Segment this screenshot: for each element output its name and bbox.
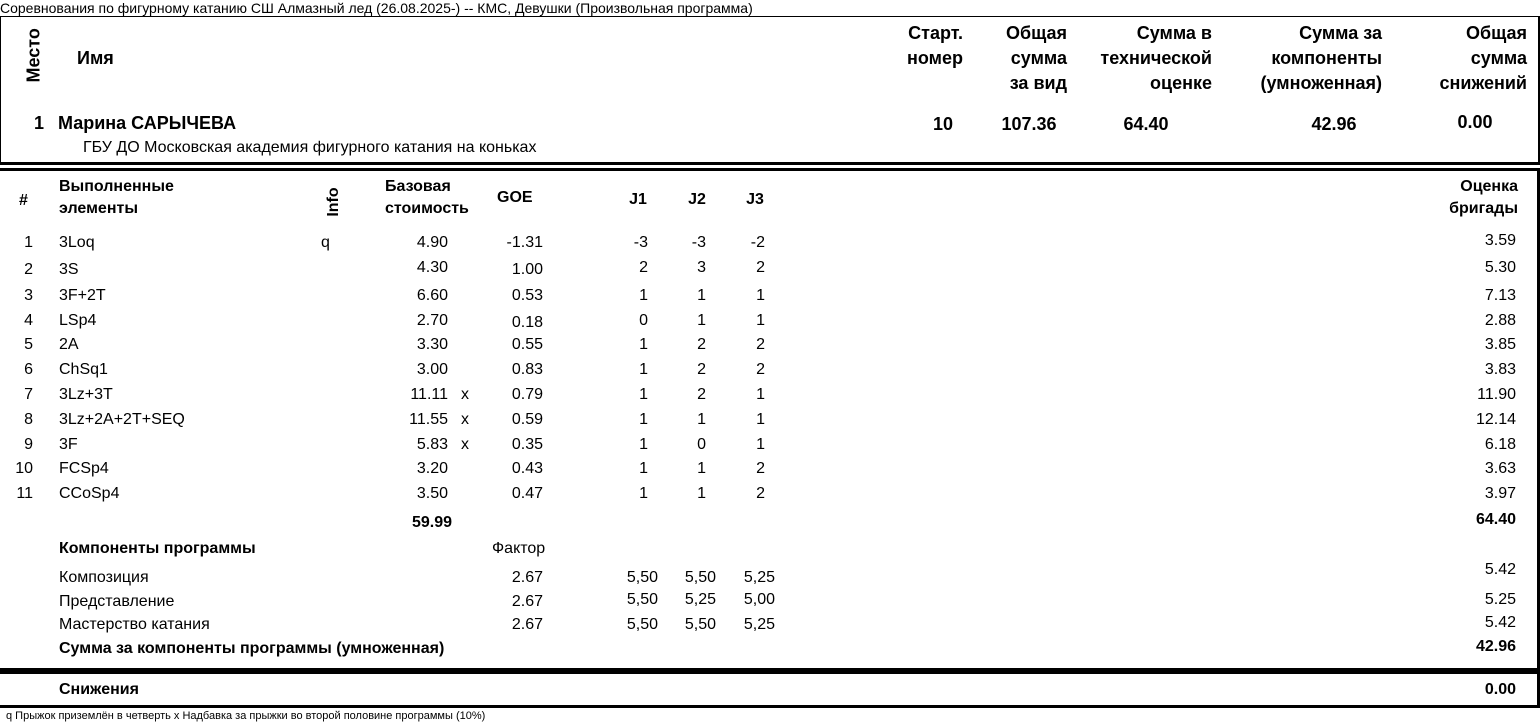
element-j3: 2: [756, 485, 765, 502]
element-index: 3: [24, 287, 33, 304]
element-row: [0, 287, 1540, 307]
element-index: 11: [16, 485, 33, 502]
element-j1: 1: [639, 361, 648, 378]
element-score: 7.13: [1484, 287, 1516, 304]
element-number-header: #: [19, 192, 28, 209]
element-base-value: 3.50: [416, 485, 448, 502]
component-j1: 5,50: [626, 616, 658, 633]
component-j3: 5,00: [743, 591, 775, 608]
element-row: [0, 361, 1540, 381]
element-j1: 1: [639, 460, 648, 477]
element-base-value: 6.60: [416, 287, 448, 304]
skater-club: ГБУ ДО Московская академия фигурного катания на коньках: [83, 139, 537, 156]
element-base-value: 3.30: [416, 336, 448, 353]
element-index: 8: [24, 411, 33, 428]
element-j3: 1: [756, 312, 765, 329]
deductions-total: 0.00: [1484, 681, 1516, 698]
base-value-total: 59.99: [411, 514, 452, 531]
skater-deductions: 0.00: [1457, 112, 1493, 132]
element-bonus-mark: x: [461, 386, 469, 403]
tes-header: Сумма в технической оценке: [1100, 23, 1212, 93]
element-row: [0, 485, 1540, 505]
element-base-value: 4.30: [416, 259, 448, 276]
component-name: Композиция: [59, 569, 149, 586]
tes-total: 64.40: [1475, 511, 1516, 528]
element-base-value: 11.11: [410, 386, 448, 403]
element-j2: 2: [697, 336, 706, 353]
component-j3: 5,25: [743, 569, 775, 586]
element-score: 12.14: [1475, 411, 1516, 428]
element-row: [0, 460, 1540, 480]
element-j1: 2: [639, 259, 648, 276]
element-index: 6: [24, 361, 33, 378]
components-header: Компоненты программы: [59, 540, 256, 557]
element-row: [0, 234, 1540, 254]
element-code: LSp4: [59, 312, 97, 329]
goe-header: GOE: [497, 189, 533, 206]
element-goe: 0.59: [511, 411, 543, 428]
element-score: 11.90: [1477, 386, 1516, 403]
j1-header: J1: [629, 191, 647, 208]
element-row: [0, 386, 1540, 406]
element-code: FCSp4: [59, 460, 109, 477]
element-goe: 0.53: [511, 287, 543, 304]
j2-header: J2: [688, 191, 706, 208]
deductions-label: Снижения: [59, 681, 139, 698]
info-header: Info: [325, 187, 342, 217]
element-index: 9: [24, 436, 33, 453]
element-j3: 1: [756, 386, 765, 403]
component-j3: 5,25: [743, 616, 775, 633]
deductions-box: [0, 671, 1540, 708]
element-base-value: 3.20: [416, 460, 448, 477]
element-j3: 2: [756, 460, 765, 477]
skater-total-score: 107.36: [1001, 114, 1057, 134]
element-j1: 1: [639, 485, 648, 502]
element-code: ChSq1: [59, 361, 108, 378]
element-goe: 0.83: [511, 361, 543, 378]
element-goe: 1.00: [511, 261, 543, 278]
element-goe: 0.79: [511, 386, 543, 403]
element-j2: 1: [697, 485, 706, 502]
element-bonus-mark: x: [461, 436, 469, 453]
element-j3: 2: [756, 336, 765, 353]
component-j2: 5,25: [684, 591, 716, 608]
component-factor: 2.67: [511, 616, 543, 633]
element-score: 3.59: [1484, 232, 1516, 249]
deductions-header: Общая сумма снижений: [1439, 23, 1527, 93]
component-factor: 2.67: [511, 593, 543, 610]
component-name: Представление: [59, 593, 175, 610]
element-index: 7: [24, 386, 33, 403]
element-row: [0, 336, 1540, 356]
element-base-value: 5.83: [416, 436, 448, 453]
element-j1: 1: [639, 336, 648, 353]
component-score: 5.42: [1484, 561, 1516, 578]
name-header: Имя: [77, 48, 114, 68]
element-j2: 0: [697, 436, 706, 453]
element-base-value: 3.00: [416, 361, 448, 378]
place-header: Место: [23, 28, 44, 83]
element-j3: 2: [756, 361, 765, 378]
element-index: 1: [24, 234, 33, 251]
element-goe: 0.43: [511, 460, 543, 477]
element-j1: 1: [639, 436, 648, 453]
element-j3: 1: [756, 411, 765, 428]
element-index: 4: [24, 312, 33, 329]
skater-place: 1: [34, 113, 45, 133]
element-base-value: 2.70: [416, 312, 448, 329]
element-score: 3.63: [1484, 460, 1516, 477]
element-row: [0, 261, 1540, 281]
skater-tes: 64.40: [1123, 114, 1169, 134]
element-j2: 1: [697, 287, 706, 304]
component-row: [0, 616, 1540, 636]
element-j1: 1: [639, 411, 648, 428]
component-score: 5.42: [1484, 614, 1516, 631]
element-code: 3S: [59, 261, 79, 278]
element-j3: 1: [756, 287, 765, 304]
element-j1: 1: [639, 287, 648, 304]
element-j3: 1: [756, 436, 765, 453]
element-code: 3F: [59, 436, 78, 453]
element-index: 5: [24, 336, 33, 353]
element-bonus-mark: x: [461, 411, 469, 428]
element-j2: 1: [697, 460, 706, 477]
element-score: 3.97: [1484, 485, 1516, 502]
component-j2: 5,50: [684, 569, 716, 586]
element-code: 2A: [59, 336, 79, 353]
skater-name: Марина САРЫЧЕВА: [58, 113, 237, 133]
element-info: q: [321, 234, 330, 251]
pcs-total: 42.96: [1475, 638, 1516, 655]
element-score: 2.88: [1484, 312, 1516, 329]
element-score: 6.18: [1484, 436, 1516, 453]
base-value-header: Базовая стоимость: [385, 178, 469, 217]
component-j2: 5,50: [684, 616, 716, 633]
j3-header: J3: [746, 191, 764, 208]
element-row: [0, 411, 1540, 431]
element-j1: 1: [639, 386, 648, 403]
element-j2: 1: [697, 312, 706, 329]
page-title: Соревнования по фигурному катанию СШ Алмазный лед (26.08.2025-) -- КМС, Девушки (Произвольная программа): [0, 0, 753, 16]
element-goe: 0.47: [511, 485, 543, 502]
footnote: q Прыжок приземлён в четверть x Надбавка за прыжки во второй половине программы (10%): [6, 710, 486, 722]
element-j1: 0: [639, 312, 648, 329]
element-index: 10: [15, 460, 33, 477]
component-j1: 5,50: [626, 569, 658, 586]
element-score: 3.85: [1484, 336, 1516, 353]
panel-score-header: Оценка бригады: [1449, 178, 1518, 217]
element-goe: -1.31: [506, 234, 543, 251]
component-row: [0, 593, 1540, 613]
skater-pcs: 42.96: [1311, 114, 1357, 134]
element-base-value: 4.90: [416, 234, 448, 251]
element-goe: 0.55: [511, 336, 543, 353]
elements-header: Выполненные элементы: [59, 178, 174, 217]
start-number-header: Старт. номер: [907, 23, 963, 68]
element-j2: 1: [697, 411, 706, 428]
element-code: 3Loq: [59, 234, 95, 251]
element-base-value: 11.55: [409, 411, 448, 428]
element-j2: 2: [697, 386, 706, 403]
element-code: CCoSp4: [59, 485, 120, 502]
element-j2: 2: [697, 361, 706, 378]
element-row: [0, 436, 1540, 456]
total-score-header: Общая сумма за вид: [1005, 23, 1067, 93]
element-j3: -2: [750, 234, 765, 251]
factor-header: Фактор: [492, 540, 546, 557]
element-j2: -3: [691, 234, 706, 251]
element-j2: 3: [697, 259, 706, 276]
pcs-total-label: Сумма за компоненты программы (умноженная): [59, 640, 445, 657]
element-score: 3.83: [1484, 361, 1516, 378]
component-name: Мастерство катания: [59, 616, 210, 633]
element-j1: -3: [633, 234, 648, 251]
element-j3: 2: [756, 259, 765, 276]
element-score: 5.30: [1484, 259, 1516, 276]
element-index: 2: [24, 261, 33, 278]
element-row: [0, 312, 1540, 332]
pcs-header: Сумма за компоненты (умноженная): [1260, 23, 1382, 93]
component-row: [0, 561, 1540, 589]
component-factor: 2.67: [511, 569, 543, 586]
element-code: 3Lz+2A+2T+SEQ: [59, 411, 185, 428]
element-code: 3F+2T: [59, 287, 106, 304]
skater-start-number: 10: [932, 114, 954, 134]
element-goe: 0.18: [511, 314, 543, 331]
component-j1: 5,50: [626, 591, 658, 608]
element-code: 3Lz+3T: [59, 386, 113, 403]
element-goe: 0.35: [511, 436, 543, 453]
component-score: 5.25: [1484, 591, 1516, 608]
